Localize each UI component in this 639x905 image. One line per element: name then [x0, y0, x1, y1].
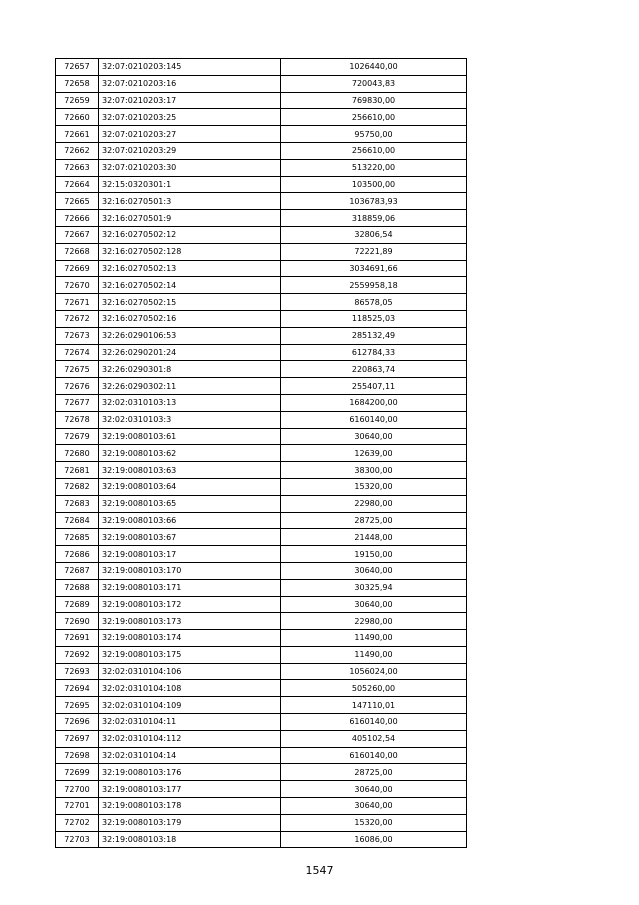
- table-row: [56, 361, 467, 378]
- table-row: [56, 562, 467, 579]
- row-number-cell: 72674: [56, 344, 99, 361]
- value-cell: 30640,00: [281, 562, 467, 579]
- table-row: [56, 428, 467, 445]
- cadastral-number-cell: 32:19:0080103:175: [99, 646, 281, 663]
- row-number-cell: 72678: [56, 411, 99, 428]
- table-row: [56, 445, 467, 462]
- row-number-cell: 72701: [56, 798, 99, 815]
- value-cell: 11490,00: [281, 630, 467, 647]
- cadastral-number-cell: 32:16:0270502:16: [99, 310, 281, 327]
- table-row: [56, 831, 467, 848]
- table-row: [56, 546, 467, 563]
- table-row: [56, 646, 467, 663]
- value-cell: 30640,00: [281, 428, 467, 445]
- cadastral-number-cell: 32:19:0080103:61: [99, 428, 281, 445]
- cadastral-number-cell: 32:16:0270502:128: [99, 243, 281, 260]
- cadastral-number-cell: 32:19:0080103:67: [99, 529, 281, 546]
- value-cell: 38300,00: [281, 462, 467, 479]
- cadastral-number-cell: 32:19:0080103:171: [99, 579, 281, 596]
- value-cell: 30640,00: [281, 781, 467, 798]
- cadastral-number-cell: 32:07:0210203:17: [99, 92, 281, 109]
- row-number-cell: 72673: [56, 327, 99, 344]
- table-row: [56, 310, 467, 327]
- row-number-cell: 72670: [56, 277, 99, 294]
- table-row: [56, 226, 467, 243]
- row-number-cell: 72665: [56, 193, 99, 210]
- cadastral-number-cell: 32:19:0080103:176: [99, 764, 281, 781]
- table-row: [56, 59, 467, 76]
- table-row: [56, 126, 467, 143]
- cadastral-number-cell: 32:16:0270502:13: [99, 260, 281, 277]
- value-cell: 95750,00: [281, 126, 467, 143]
- row-number-cell: 72664: [56, 176, 99, 193]
- row-number-cell: 72702: [56, 814, 99, 831]
- table-row: [56, 243, 467, 260]
- row-number-cell: 72703: [56, 831, 99, 848]
- value-cell: 1684200,00: [281, 394, 467, 411]
- table-row: [56, 495, 467, 512]
- value-cell: 6160140,00: [281, 747, 467, 764]
- table-row: [56, 344, 467, 361]
- value-cell: 72221,89: [281, 243, 467, 260]
- table-row: [56, 697, 467, 714]
- table-row: [56, 730, 467, 747]
- table-row: [56, 512, 467, 529]
- cadastral-number-cell: 32:07:0210203:145: [99, 59, 281, 76]
- table-row: [56, 142, 467, 159]
- row-number-cell: 72682: [56, 478, 99, 495]
- cadastral-number-cell: 32:16:0270502:14: [99, 277, 281, 294]
- row-number-cell: 72658: [56, 75, 99, 92]
- value-cell: 103500,00: [281, 176, 467, 193]
- cadastral-number-cell: 32:02:0310104:14: [99, 747, 281, 764]
- cadastral-number-cell: 32:15:0320301:1: [99, 176, 281, 193]
- cadastral-number-cell: 32:07:0210203:16: [99, 75, 281, 92]
- table-row: [56, 478, 467, 495]
- value-cell: 6160140,00: [281, 714, 467, 731]
- table-row: [56, 596, 467, 613]
- value-cell: 285132,49: [281, 327, 467, 344]
- row-number-cell: 72700: [56, 781, 99, 798]
- row-number-cell: 72680: [56, 445, 99, 462]
- row-number-cell: 72669: [56, 260, 99, 277]
- value-cell: 86578,05: [281, 294, 467, 311]
- table-row: [56, 613, 467, 630]
- value-cell: 1036783,93: [281, 193, 467, 210]
- table-row: [56, 781, 467, 798]
- table-row: [56, 680, 467, 697]
- value-cell: 513220,00: [281, 159, 467, 176]
- row-number-cell: 72691: [56, 630, 99, 647]
- value-cell: 30640,00: [281, 798, 467, 815]
- table-row: [56, 394, 467, 411]
- table-row: [56, 277, 467, 294]
- table-row: [56, 193, 467, 210]
- value-cell: 769830,00: [281, 92, 467, 109]
- row-number-cell: 72659: [56, 92, 99, 109]
- cadastral-number-cell: 32:19:0080103:170: [99, 562, 281, 579]
- table-row: [56, 462, 467, 479]
- table-row: [56, 210, 467, 227]
- table-row: [56, 714, 467, 731]
- row-number-cell: 72679: [56, 428, 99, 445]
- page-number: 1547: [305, 864, 334, 877]
- row-number-cell: 72675: [56, 361, 99, 378]
- table-row: [56, 529, 467, 546]
- row-number-cell: 72693: [56, 663, 99, 680]
- row-number-cell: 72662: [56, 142, 99, 159]
- cadastral-number-cell: 32:26:0290201:24: [99, 344, 281, 361]
- row-number-cell: 72671: [56, 294, 99, 311]
- value-cell: 2559958,18: [281, 277, 467, 294]
- row-number-cell: 72692: [56, 646, 99, 663]
- table-row: [56, 579, 467, 596]
- row-number-cell: 72676: [56, 378, 99, 395]
- value-cell: 21448,00: [281, 529, 467, 546]
- cadastral-number-cell: 32:19:0080103:62: [99, 445, 281, 462]
- table-row: [56, 92, 467, 109]
- row-number-cell: 72685: [56, 529, 99, 546]
- value-cell: 12639,00: [281, 445, 467, 462]
- value-cell: 32806,54: [281, 226, 467, 243]
- table-body: [56, 59, 467, 848]
- row-number-cell: 72695: [56, 697, 99, 714]
- row-number-cell: 72660: [56, 109, 99, 126]
- table-row: [56, 411, 467, 428]
- value-cell: 3034691,66: [281, 260, 467, 277]
- cadastral-number-cell: 32:16:0270501:3: [99, 193, 281, 210]
- table-row: [56, 814, 467, 831]
- value-cell: 256610,00: [281, 109, 467, 126]
- cadastral-number-cell: 32:02:0310104:11: [99, 714, 281, 731]
- cadastral-number-cell: 32:02:0310104:106: [99, 663, 281, 680]
- table-row: [56, 798, 467, 815]
- cadastral-number-cell: 32:19:0080103:17: [99, 546, 281, 563]
- cadastral-number-cell: 32:19:0080103:64: [99, 478, 281, 495]
- cadastral-number-cell: 32:02:0310103:3: [99, 411, 281, 428]
- cadastral-number-cell: 32:19:0080103:174: [99, 630, 281, 647]
- value-cell: 30640,00: [281, 596, 467, 613]
- value-cell: 1026440,00: [281, 59, 467, 76]
- row-number-cell: 72668: [56, 243, 99, 260]
- value-cell: 28725,00: [281, 764, 467, 781]
- cadastral-number-cell: 32:02:0310104:112: [99, 730, 281, 747]
- row-number-cell: 72666: [56, 210, 99, 227]
- value-cell: 28725,00: [281, 512, 467, 529]
- value-cell: 505260,00: [281, 680, 467, 697]
- row-number-cell: 72696: [56, 714, 99, 731]
- value-cell: 147110,01: [281, 697, 467, 714]
- cadastral-number-cell: 32:07:0210203:25: [99, 109, 281, 126]
- cadastral-number-cell: 32:02:0310104:108: [99, 680, 281, 697]
- table-row: [56, 159, 467, 176]
- value-cell: 1056024,00: [281, 663, 467, 680]
- row-number-cell: 72683: [56, 495, 99, 512]
- value-cell: 256610,00: [281, 142, 467, 159]
- value-cell: 720043,83: [281, 75, 467, 92]
- cadastral-number-cell: 32:19:0080103:173: [99, 613, 281, 630]
- value-cell: 118525,03: [281, 310, 467, 327]
- value-cell: 15320,00: [281, 478, 467, 495]
- cadastral-number-cell: 32:19:0080103:63: [99, 462, 281, 479]
- cadastral-number-cell: 32:19:0080103:66: [99, 512, 281, 529]
- cadastral-number-cell: 32:26:0290106:53: [99, 327, 281, 344]
- row-number-cell: 72686: [56, 546, 99, 563]
- row-number-cell: 72687: [56, 562, 99, 579]
- value-cell: 16086,00: [281, 831, 467, 848]
- value-cell: 19150,00: [281, 546, 467, 563]
- row-number-cell: 72699: [56, 764, 99, 781]
- cadastral-number-cell: 32:07:0210203:27: [99, 126, 281, 143]
- cadastral-number-cell: 32:16:0270501:9: [99, 210, 281, 227]
- table-row: [56, 260, 467, 277]
- row-number-cell: 72688: [56, 579, 99, 596]
- cadastral-number-cell: 32:19:0080103:172: [99, 596, 281, 613]
- row-number-cell: 72657: [56, 59, 99, 76]
- value-cell: 30325,94: [281, 579, 467, 596]
- table-row: [56, 663, 467, 680]
- table-row: [56, 764, 467, 781]
- value-cell: 15320,00: [281, 814, 467, 831]
- value-cell: 6160140,00: [281, 411, 467, 428]
- cadastral-number-cell: 32:19:0080103:178: [99, 798, 281, 815]
- row-number-cell: 72663: [56, 159, 99, 176]
- value-cell: 405102,54: [281, 730, 467, 747]
- table-row: [56, 747, 467, 764]
- cadastral-number-cell: 32:19:0080103:65: [99, 495, 281, 512]
- row-number-cell: 72681: [56, 462, 99, 479]
- cadastral-number-cell: 32:19:0080103:177: [99, 781, 281, 798]
- value-cell: 612784,33: [281, 344, 467, 361]
- cadastral-number-cell: 32:19:0080103:179: [99, 814, 281, 831]
- cadastral-number-cell: 32:26:0290302:11: [99, 378, 281, 395]
- row-number-cell: 72672: [56, 310, 99, 327]
- cadastral-value-table: [55, 58, 467, 848]
- row-number-cell: 72667: [56, 226, 99, 243]
- row-number-cell: 72689: [56, 596, 99, 613]
- table-row: [56, 327, 467, 344]
- table-row: [56, 378, 467, 395]
- value-cell: 318859,06: [281, 210, 467, 227]
- value-cell: 220863,74: [281, 361, 467, 378]
- cadastral-number-cell: 32:02:0310104:109: [99, 697, 281, 714]
- cadastral-number-cell: 32:07:0210203:29: [99, 142, 281, 159]
- table-row: [56, 176, 467, 193]
- row-number-cell: 72661: [56, 126, 99, 143]
- value-cell: 22980,00: [281, 495, 467, 512]
- row-number-cell: 72698: [56, 747, 99, 764]
- table-row: [56, 109, 467, 126]
- row-number-cell: 72684: [56, 512, 99, 529]
- row-number-cell: 72690: [56, 613, 99, 630]
- value-cell: 11490,00: [281, 646, 467, 663]
- row-number-cell: 72694: [56, 680, 99, 697]
- table-row: [56, 75, 467, 92]
- cadastral-number-cell: 32:07:0210203:30: [99, 159, 281, 176]
- cadastral-number-cell: 32:26:0290301:8: [99, 361, 281, 378]
- cadastral-number-cell: 32:16:0270502:12: [99, 226, 281, 243]
- table-row: [56, 630, 467, 647]
- row-number-cell: 72677: [56, 394, 99, 411]
- cadastral-number-cell: 32:19:0080103:18: [99, 831, 281, 848]
- row-number-cell: 72697: [56, 730, 99, 747]
- cadastral-number-cell: 32:16:0270502:15: [99, 294, 281, 311]
- value-cell: 255407,11: [281, 378, 467, 395]
- cadastral-number-cell: 32:02:0310103:13: [99, 394, 281, 411]
- value-cell: 22980,00: [281, 613, 467, 630]
- table-row: [56, 294, 467, 311]
